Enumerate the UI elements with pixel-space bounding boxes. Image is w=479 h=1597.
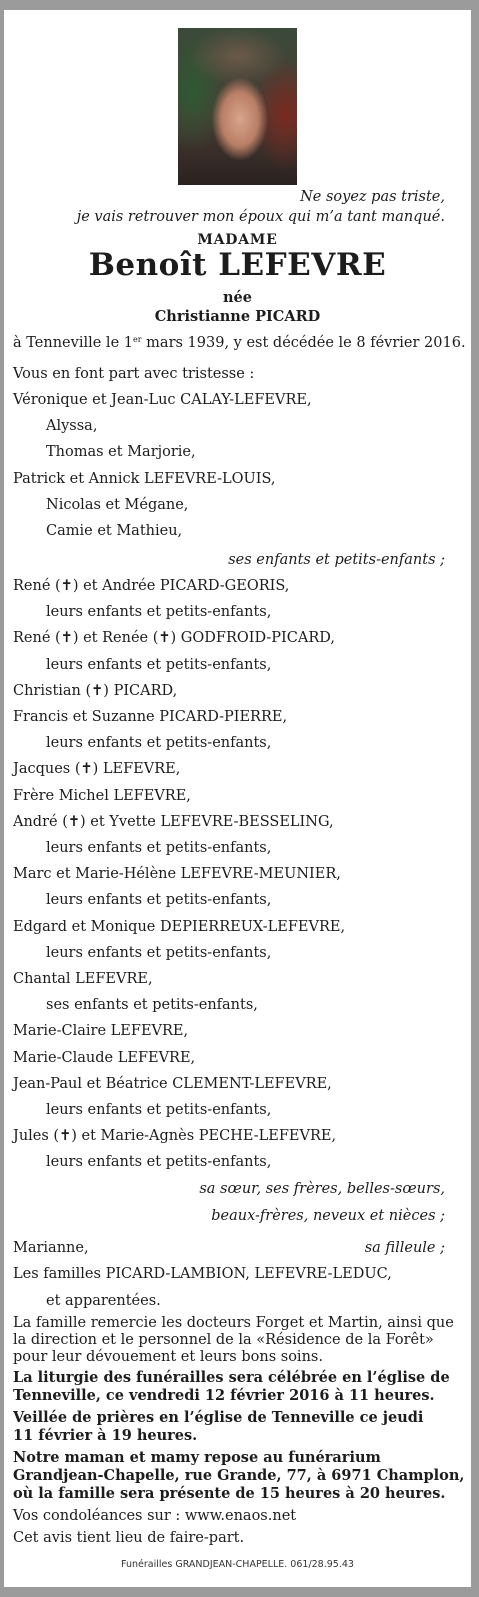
family-member-line: leurs enfants et petits-enfants, [46,944,272,961]
family-member-line: Chantal LEFEVRE, [13,971,153,987]
family-member-line: leurs enfants et petits-enfants, [46,656,272,673]
family-member-line: Jean-Paul et Béatrice CLEMENT-LEFEVRE, [13,1075,332,1092]
families-line: Les familles PICARD-LAMBION, LEFEVRE-LEDUC, [13,1266,392,1282]
family-member-line: Marc et Marie-Hélène LEFEVRE-MEUNIER, [13,866,341,883]
goddaughter-name: Marianne, [13,1240,89,1256]
funeral-home-footer: Funérailles GRANDJEAN-CHAPELLE. 061/28.95.43 [121,1559,354,1570]
siblings-caption-1: sa sœur, ses frères, belles-sœurs, [199,1181,445,1197]
family-member-line: leurs enfants et petits-enfants, [46,1102,272,1118]
family-member-line: René (✝) et Renée (✝) GODFROID-PICARD, [13,630,335,647]
maiden-name: Christianne PICARD [154,308,321,325]
funerarium-line-3: où la famille sera présente de 15 heures à 20 heures. [13,1485,446,1502]
thanks-line-2: la direction et le personnel de la «Résidence de la Forêt» [13,1332,434,1348]
vigil-line-1: Veillée de prières en l’église de Tenneville ce jeudi [13,1409,424,1426]
portrait-photo [178,28,297,185]
honorific: MADAME [197,232,278,248]
death-notice [4,10,471,1587]
family-member-line: Véronique et Jean-Luc CALAY-LEFEVRE, [13,392,312,408]
notice-line: Cet avis tient lieu de faire-part. [13,1530,245,1546]
family-member-line: Christian (✝) PICARD, [13,682,178,699]
family-member-line: Patrick et Annick LEFEVRE-LOUIS, [13,470,276,487]
family-member-line: Jacques (✝) LEFEVRE, [13,761,181,778]
birth-death-line: à Tenneville le 1er mars 1939, y est décédée le 8 février 2016. [13,335,466,351]
intro-text: Vous en font part avec tristesse : [13,366,255,382]
condolences-line: Vos condoléances sur : www.enaos.net [13,1508,297,1524]
liturgy-line-1: La liturgie des funérailles sera célébrée en l’église de [13,1369,450,1386]
liturgy-line-2: Tenneville, ce vendredi 12 février 2016 à 11 heures. [13,1387,435,1404]
family-member-line: Jules (✝) et Marie-Agnès PECHE-LEFEVRE, [13,1128,337,1145]
family-member-line: Nicolas et Mégane, [46,496,189,513]
family-member-line: leurs enfants et petits-enfants, [46,1154,272,1171]
family-member-line: leurs enfants et petits-enfants, [46,604,272,621]
husband-name: Benoît LEFEVRE [88,247,387,283]
nee-label: née [223,289,252,306]
quote-line-2: je vais retrouver mon époux qui m’a tant manqué. [76,209,445,225]
goddaughter-caption: sa filleule ; [364,1240,445,1256]
funerarium-line-1: Notre maman et mamy repose au funérarium [13,1449,381,1466]
family-member-line: Alyssa, [46,418,98,435]
family-member-line: leurs enfants et petits-enfants, [46,735,272,752]
family-member-line: Frère Michel LEFEVRE, [13,787,191,804]
family-member-line: ses enfants et petits-enfants, [46,997,258,1014]
family-member-line: René (✝) et Andrée PICARD-GEORIS, [13,578,290,594]
family-member-line: leurs enfants et petits-enfants, [46,840,272,856]
funerarium-line-2: Grandjean-Chapelle, rue Grande, 77, à 6971 Champlon, [13,1467,465,1484]
family-member-line: Camie et Mathieu, [46,523,183,539]
family-member-line: Marie-Claude LEFEVRE, [13,1049,196,1066]
family-member-line: Francis et Suzanne PICARD-PIERRE, [13,709,288,725]
vigil-line-2: 11 février à 19 heures. [13,1427,198,1444]
thanks-line-1: La famille remercie les docteurs Forget et Martin, ainsi que [13,1315,454,1331]
children-caption: ses enfants et petits-enfants ; [228,552,445,568]
families-cont: et apparentées. [46,1293,161,1309]
family-member-line: Edgard et Monique DEPIERREUX-LEFEVRE, [13,918,346,935]
family-member-line: Marie-Claire LEFEVRE, [13,1023,189,1040]
thanks-line-3: pour leur dévouement et leurs bons soins. [13,1349,323,1365]
quote-line-1: Ne soyez pas triste, [300,189,445,205]
family-member-line: leurs enfants et petits-enfants, [46,892,272,909]
family-member-line: André (✝) et Yvette LEFEVRE-BESSELING, [13,813,334,830]
siblings-caption-2: beaux-frères, neveux et nièces ; [211,1208,445,1224]
family-member-line: Thomas et Marjorie, [46,444,196,461]
